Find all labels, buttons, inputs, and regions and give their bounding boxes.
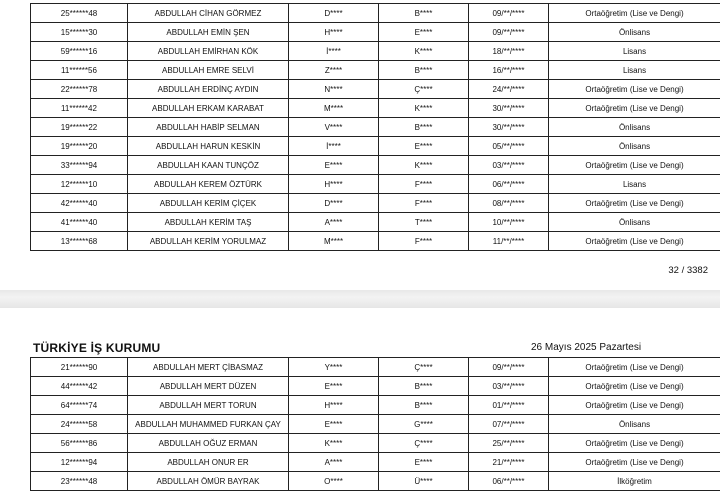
masked-id-cell: 11******42 — [31, 99, 128, 118]
table-row — [31, 415, 720, 434]
masked-id-cell: 12******94 — [31, 453, 128, 472]
education-cell: Ortaöğretim (Lise ve Dengi) — [549, 4, 720, 23]
father-initial-cell: H**** — [289, 396, 379, 415]
name-cell: ABDULLAH MERT ÇİBASMAZ — [128, 358, 289, 377]
name-cell: ABDULLAH EMRE SELVİ — [128, 61, 289, 80]
mother-initial-cell: F**** — [379, 232, 469, 251]
mother-initial-cell: B**** — [379, 61, 469, 80]
education-cell: Ortaöğretim (Lise ve Dengi) — [549, 80, 720, 99]
father-initial-cell: E**** — [289, 415, 379, 434]
father-initial-cell: M**** — [289, 232, 379, 251]
name-cell: ABDULLAH ONUR ER — [128, 453, 289, 472]
education-cell: Önlisans — [549, 118, 720, 137]
mother-initial-cell: B**** — [379, 4, 469, 23]
name-cell: ABDULLAH KERİM TAŞ — [128, 213, 289, 232]
education-cell: Ortaöğretim (Lise ve Dengi) — [549, 434, 720, 453]
mother-initial-cell: B**** — [379, 396, 469, 415]
masked-id-cell: 13******68 — [31, 232, 128, 251]
birth-date-cell: 11/**/**** — [469, 232, 549, 251]
table-row — [31, 61, 720, 80]
birth-date-cell: 07/**/**** — [469, 415, 549, 434]
mother-initial-cell: K**** — [379, 42, 469, 61]
masked-id-cell: 19******22 — [31, 118, 128, 137]
education-cell: Ortaöğretim (Lise ve Dengi) — [549, 194, 720, 213]
birth-date-cell: 25/**/**** — [469, 434, 549, 453]
masked-id-cell: 23******48 — [31, 472, 128, 491]
name-cell: ABDULLAH EMİN ŞEN — [128, 23, 289, 42]
birth-date-cell: 09/**/**** — [469, 23, 549, 42]
table-row — [31, 213, 720, 232]
father-initial-cell: M**** — [289, 99, 379, 118]
masked-id-cell: 15******30 — [31, 23, 128, 42]
education-cell: Önlisans — [549, 137, 720, 156]
birth-date-cell: 09/**/**** — [469, 358, 549, 377]
father-initial-cell: K**** — [289, 434, 379, 453]
name-cell: ABDULLAH HARUN KESKİN — [128, 137, 289, 156]
education-cell: Önlisans — [549, 415, 720, 434]
birth-date-cell: 21/**/**** — [469, 453, 549, 472]
registry-table-bottom — [30, 357, 720, 491]
mother-initial-cell: Ç**** — [379, 358, 469, 377]
mother-initial-cell: Ü**** — [379, 472, 469, 491]
birth-date-cell: 09/**/**** — [469, 4, 549, 23]
birth-date-cell: 06/**/**** — [469, 175, 549, 194]
name-cell: ABDULLAH OĞUZ ERMAN — [128, 434, 289, 453]
table-row — [31, 453, 720, 472]
mother-initial-cell: F**** — [379, 194, 469, 213]
mother-initial-cell: Ç**** — [379, 80, 469, 99]
father-initial-cell: O**** — [289, 472, 379, 491]
page-number: 32 / 3382 — [668, 265, 708, 276]
mother-initial-cell: Ç**** — [379, 434, 469, 453]
mother-initial-cell: K**** — [379, 99, 469, 118]
education-cell: Ortaöğretim (Lise ve Dengi) — [549, 99, 720, 118]
name-cell: ABDULLAH EMİRHAN KÖK — [128, 42, 289, 61]
father-initial-cell: E**** — [289, 377, 379, 396]
birth-date-cell: 05/**/**** — [469, 137, 549, 156]
document-date: 26 Mayıs 2025 Pazartesi — [531, 342, 642, 353]
mother-initial-cell: E**** — [379, 453, 469, 472]
name-cell: ABDULLAH MERT TORUN — [128, 396, 289, 415]
mother-initial-cell: G**** — [379, 415, 469, 434]
table-row — [31, 434, 720, 453]
education-cell: Lisans — [549, 175, 720, 194]
name-cell: ABDULLAH ERKAM KARABAT — [128, 99, 289, 118]
masked-id-cell: 11******56 — [31, 61, 128, 80]
education-cell: Ortaöğretim (Lise ve Dengi) — [549, 377, 720, 396]
table-row — [31, 23, 720, 42]
table-row — [31, 156, 720, 175]
education-cell: İlköğretim — [549, 472, 720, 491]
table-row — [31, 358, 720, 377]
father-initial-cell: İ**** — [289, 137, 379, 156]
education-cell: Ortaöğretim (Lise ve Dengi) — [549, 156, 720, 175]
father-initial-cell: Z**** — [289, 61, 379, 80]
father-initial-cell: Y**** — [289, 358, 379, 377]
father-initial-cell: A**** — [289, 453, 379, 472]
table-row — [31, 118, 720, 137]
masked-id-cell: 64******74 — [31, 396, 128, 415]
mother-initial-cell: B**** — [379, 118, 469, 137]
father-initial-cell: D**** — [289, 194, 379, 213]
masked-id-cell: 44******42 — [31, 377, 128, 396]
education-cell: Önlisans — [549, 213, 720, 232]
document-page-bottom — [0, 308, 720, 494]
education-cell: Ortaöğretim (Lise ve Dengi) — [549, 396, 720, 415]
birth-date-cell: 24/**/**** — [469, 80, 549, 99]
education-cell: Ortaöğretim (Lise ve Dengi) — [549, 453, 720, 472]
birth-date-cell: 16/**/**** — [469, 61, 549, 80]
education-cell: Lisans — [549, 61, 720, 80]
mother-initial-cell: T**** — [379, 213, 469, 232]
name-cell: ABDULLAH KEREM ÖZTÜRK — [128, 175, 289, 194]
name-cell: ABDULLAH KAAN TUNÇÖZ — [128, 156, 289, 175]
birth-date-cell: 06/**/**** — [469, 472, 549, 491]
name-cell: ABDULLAH HABİP SELMAN — [128, 118, 289, 137]
registry-table-top — [30, 3, 720, 251]
father-initial-cell: D**** — [289, 4, 379, 23]
masked-id-cell: 33******94 — [31, 156, 128, 175]
masked-id-cell: 21******90 — [31, 358, 128, 377]
table-row — [31, 232, 720, 251]
mother-initial-cell: E**** — [379, 137, 469, 156]
father-initial-cell: V**** — [289, 118, 379, 137]
masked-id-cell: 19******20 — [31, 137, 128, 156]
birth-date-cell: 30/**/**** — [469, 99, 549, 118]
mother-initial-cell: K**** — [379, 156, 469, 175]
father-initial-cell: A**** — [289, 213, 379, 232]
birth-date-cell: 03/**/**** — [469, 156, 549, 175]
education-cell: Önlisans — [549, 23, 720, 42]
name-cell: ABDULLAH KERİM YORULMAZ — [128, 232, 289, 251]
masked-id-cell: 56******86 — [31, 434, 128, 453]
masked-id-cell: 24******58 — [31, 415, 128, 434]
table-row — [31, 377, 720, 396]
masked-id-cell: 12******10 — [31, 175, 128, 194]
father-initial-cell: E**** — [289, 156, 379, 175]
education-cell: Ortaöğretim (Lise ve Dengi) — [549, 358, 720, 377]
masked-id-cell: 59******16 — [31, 42, 128, 61]
father-initial-cell: H**** — [289, 23, 379, 42]
father-initial-cell: N**** — [289, 80, 379, 99]
masked-id-cell: 22******78 — [31, 80, 128, 99]
father-initial-cell: İ**** — [289, 42, 379, 61]
name-cell: ABDULLAH KERİM ÇİÇEK — [128, 194, 289, 213]
name-cell: ABDULLAH MUHAMMED FURKAN ÇAY — [128, 415, 289, 434]
birth-date-cell: 10/**/**** — [469, 213, 549, 232]
birth-date-cell: 01/**/**** — [469, 396, 549, 415]
table-row — [31, 194, 720, 213]
table-row — [31, 99, 720, 118]
name-cell: ABDULLAH CİHAN GÖRMEZ — [128, 4, 289, 23]
masked-id-cell: 41******40 — [31, 213, 128, 232]
table-row — [31, 80, 720, 99]
table-row — [31, 396, 720, 415]
birth-date-cell: 08/**/**** — [469, 194, 549, 213]
birth-date-cell: 30/**/**** — [469, 118, 549, 137]
mother-initial-cell: E**** — [379, 23, 469, 42]
table-row — [31, 4, 720, 23]
masked-id-cell: 25******48 — [31, 4, 128, 23]
table-row — [31, 175, 720, 194]
birth-date-cell: 03/**/**** — [469, 377, 549, 396]
education-cell: Lisans — [549, 42, 720, 61]
table-row — [31, 472, 720, 491]
masked-id-cell: 42******40 — [31, 194, 128, 213]
name-cell: ABDULLAH ÖMÜR BAYRAK — [128, 472, 289, 491]
institution-title: TÜRKİYE İŞ KURUMU — [33, 341, 161, 355]
education-cell: Ortaöğretim (Lise ve Dengi) — [549, 232, 720, 251]
mother-initial-cell: F**** — [379, 175, 469, 194]
page-separator — [0, 290, 720, 308]
table-row — [31, 137, 720, 156]
father-initial-cell: H**** — [289, 175, 379, 194]
birth-date-cell: 18/**/**** — [469, 42, 549, 61]
mother-initial-cell: B**** — [379, 377, 469, 396]
name-cell: ABDULLAH ERDİNÇ AYDIN — [128, 80, 289, 99]
table-row — [31, 42, 720, 61]
name-cell: ABDULLAH MERT DÜZEN — [128, 377, 289, 396]
